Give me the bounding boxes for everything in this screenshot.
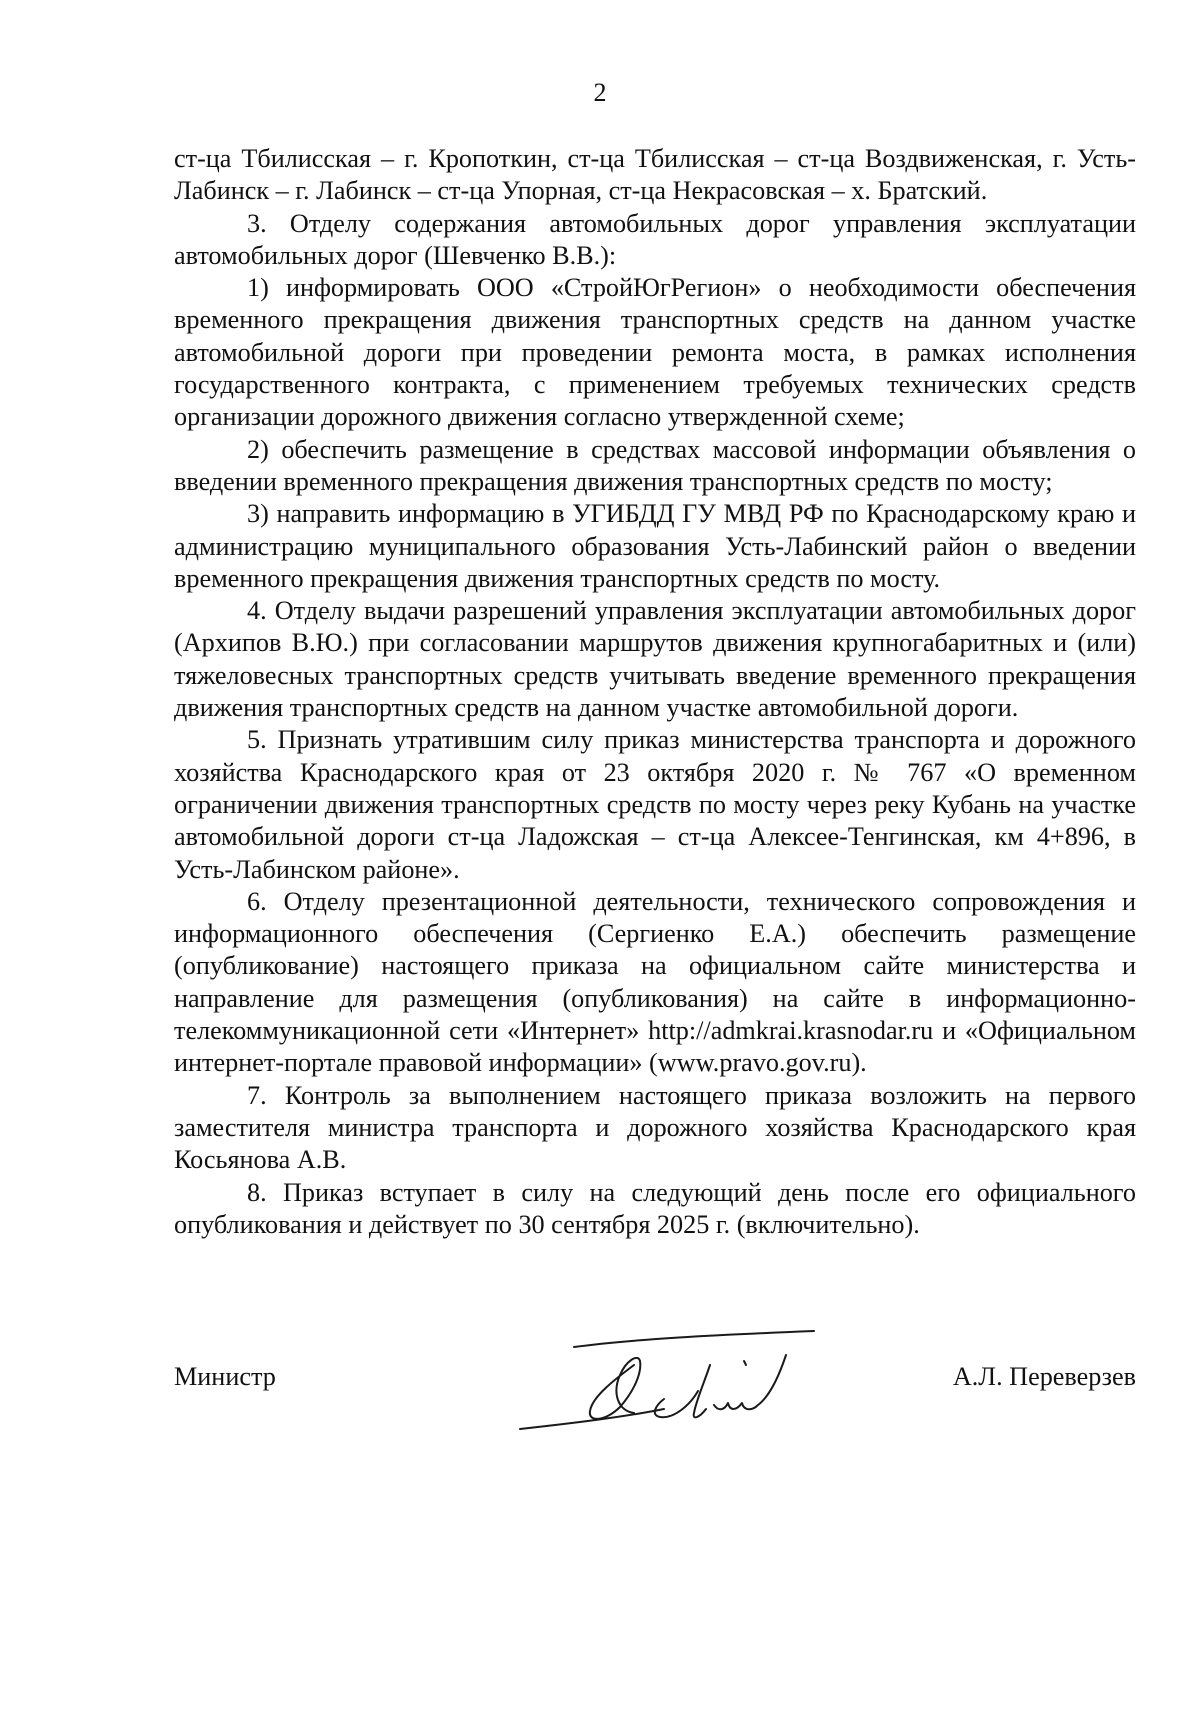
handwritten-signature xyxy=(514,1325,854,1435)
paragraph-item-6: 6. Отделу презентационной деятельности, технического сопровождения и информационного обеспечения (Сергиенко Е.А.) обеспечить размещение (опубликование) настоящего приказа на официальном сайте министерства и направление для размещения (опубликования) на сайте в информационно-телекоммуникационной сети «Интернет» http://admkrai.krasnodar.ru и «Официальном интернет-портале правовой информации» (www.pravo.gov.ru). xyxy=(174,886,1136,1078)
paragraph-item-3-3: 3) направить информацию в УГИБДД ГУ МВД РФ по Краснодарскому краю и администрацию муниципального образования Усть-Лабинский район о введении временного прекращения движения транспортных средств по мосту. xyxy=(174,499,1136,593)
paragraph-continuation: ст-ца Тбилисская – г. Кропоткин, ст-ца Тбилисская – ст-ца Воздвиженская, г. Усть-Лабинск – г. Лабинск – ст-ца Упорная, ст-ца Некрасовская – х. Братский. xyxy=(174,144,1136,206)
paragraph-item-8: 8. Приказ вступает в силу на следующий день после его официального опубликования и действует по 30 сентября 2025 г. (включительно). xyxy=(174,1177,1136,1239)
paragraph-item-5: 5. Признать утратившим силу приказ министерства транспорта и дорожного хозяйства Краснодарского края от 23 октября 2020 г. № 767 «О временном ограничении движения транспортных средств по мосту через реку Кубань на участке автомобильной дороги ст-ца Ладожская – ст-ца Алексее-Тенгинская, км 4+896, в Усть-Лабинском районе». xyxy=(174,725,1136,884)
paragraph-item-3-1: 1) информировать ООО «СтройЮгРегион» о необходимости обеспечения временного прекращения движения транспортных средств на данном участке автомобильной дороги при проведении ремонта моста, в рамках исполнения государственного контракта, с применением требуемых технических средств организации дорожного движения согласно утвержденной схеме; xyxy=(174,273,1136,432)
paragraph-item-7: 7. Контроль за выполнением настоящего приказа возложить на первого заместителя министра транспорта и дорожного хозяйства Краснодарского края Косьянова А.В. xyxy=(174,1080,1136,1175)
signature-block xyxy=(174,1325,1136,1435)
paragraph-item-3: 3. Отделу содержания автомобильных дорог управления эксплуатации автомобильных дорог (Шевченко В.В.): xyxy=(174,208,1136,270)
page-number: 2 xyxy=(593,78,607,107)
signatory-name: А.Л. Переверзев xyxy=(952,1362,1136,1391)
signatory-position: Министр xyxy=(174,1362,276,1391)
paragraph-item-3-2: 2) обеспечить размещение в средствах массовой информации объявления о введении временного прекращения движения транспортных средств по мосту; xyxy=(174,434,1136,496)
document-body xyxy=(174,143,1136,1241)
paragraph-item-4: 4. Отделу выдачи разрешений управления эксплуатации автомобильных дорог (Архипов В.Ю.) при согласовании маршрутов движения крупногабаритных и (или) тяжеловесных транспортных средств учитывать введение временного прекращения движения транспортных средств на данном участке автомобильной дороги. xyxy=(174,596,1136,723)
